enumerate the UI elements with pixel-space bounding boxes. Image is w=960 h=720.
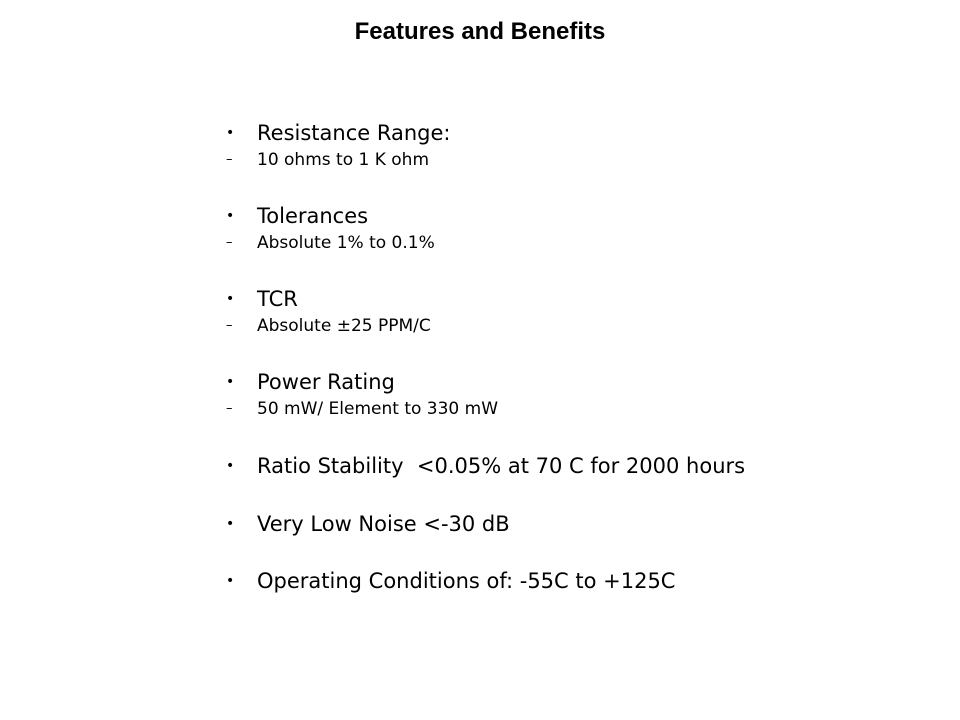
dash-icon: – — [226, 152, 233, 167]
bullet-icon: • — [226, 573, 235, 589]
page-title: Features and Benefits — [354, 18, 606, 45]
bullet-row — [226, 509, 906, 539]
bullet-row — [226, 367, 906, 397]
sub-bullet-text: Absolute 1% to 0.1% — [257, 233, 435, 253]
bullet-item-operating-conditions — [226, 566, 906, 596]
bullet-item-ratio-stability — [226, 451, 906, 481]
sub-bullet-row — [226, 231, 906, 255]
bullet-text: Operating Conditions of: -55C to +125C — [257, 569, 676, 593]
dash-icon: – — [226, 318, 233, 333]
bullet-row — [226, 201, 906, 231]
bullet-icon: • — [226, 458, 235, 474]
bullet-text: Ratio Stability <0.05% at 70 C for 2000 hours — [257, 454, 746, 478]
bullet-row — [226, 284, 906, 314]
sub-bullet-text: 50 mW/ Element to 330 mW — [257, 399, 499, 419]
bullet-row — [226, 118, 906, 148]
bullet-text: Tolerances — [257, 204, 369, 228]
bullet-icon: • — [226, 208, 235, 224]
bullet-item-low-noise — [226, 509, 906, 539]
sub-bullet-text: Absolute ±25 PPM/C — [257, 316, 431, 336]
bullet-text: Very Low Noise <-30 dB — [257, 512, 510, 536]
bullet-icon: • — [226, 291, 235, 307]
bullet-item-resistance-range — [226, 118, 906, 172]
sub-bullet-text: 10 ohms to 1 K ohm — [257, 150, 430, 170]
bullet-icon: • — [226, 374, 235, 390]
bullet-row — [226, 566, 906, 596]
dash-icon: – — [226, 235, 233, 250]
bullet-row — [226, 451, 906, 481]
dash-icon: – — [226, 401, 233, 416]
bullet-text: Resistance Range: — [257, 121, 451, 145]
bullet-item-tcr — [226, 284, 906, 338]
sub-bullet-row — [226, 314, 906, 338]
sub-bullet-row — [226, 397, 906, 421]
bullet-text: Power Rating — [257, 370, 395, 394]
bullet-icon: • — [226, 125, 235, 141]
bullet-text: TCR — [257, 287, 298, 311]
bullet-icon: • — [226, 516, 235, 532]
bullet-item-power-rating — [226, 367, 906, 421]
sub-bullet-row — [226, 148, 906, 172]
bullet-item-tolerances — [226, 201, 906, 255]
